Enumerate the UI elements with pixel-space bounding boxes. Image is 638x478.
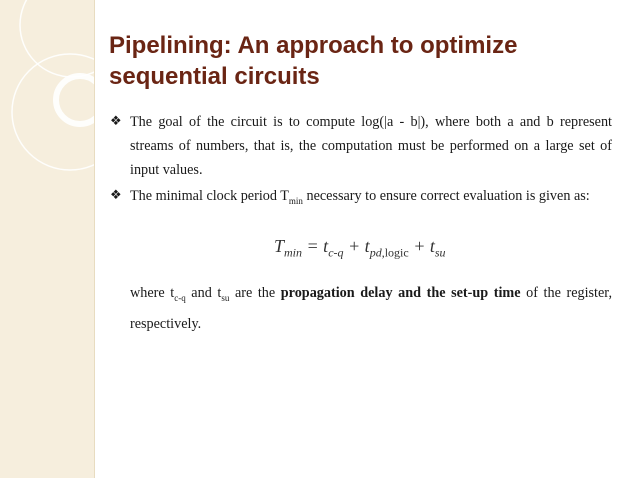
formula-t3: t bbox=[429, 236, 435, 256]
title-line-2: sequential circuits bbox=[109, 63, 320, 90]
decorative-circles bbox=[0, 0, 94, 478]
bullet-1-line-1: The goal of the circuit is to compute log(|a - b|), where both a and b represent bbox=[130, 114, 612, 130]
explanation-text-a: where t bbox=[130, 285, 175, 301]
formula-t2: t bbox=[364, 236, 370, 256]
explanation-sub-su: su bbox=[221, 292, 230, 303]
explanation-text-c: are the bbox=[229, 285, 281, 301]
explanation-paragraph bbox=[130, 278, 612, 340]
bullet-2 bbox=[110, 184, 612, 208]
formula-plus1: + bbox=[343, 236, 365, 256]
explanation-sub-cq: c-q bbox=[174, 292, 186, 303]
formula bbox=[274, 236, 446, 261]
formula-min: min bbox=[284, 245, 303, 260]
explanation-line-2: respectively. bbox=[130, 316, 202, 332]
formula-logic: ,logic bbox=[381, 245, 409, 260]
bullet-diamond-icon: ❖ bbox=[110, 188, 122, 203]
bullet-diamond-icon: ❖ bbox=[110, 114, 122, 129]
formula-T: T bbox=[274, 236, 285, 256]
explanation-bold: propagation delay and the set-up time bbox=[280, 285, 521, 301]
formula-su: su bbox=[434, 245, 446, 260]
bullet-2-text-b: necessary to ensure correct evaluation is given as: bbox=[302, 188, 590, 204]
bullet-1-line-2: streams of numbers, that is, the computation must be performed on a large set of bbox=[130, 138, 612, 154]
bullet-1-line-3: input values. bbox=[130, 162, 203, 178]
bullet-2-text-a: The minimal clock period T bbox=[130, 188, 289, 204]
explanation-line-1 bbox=[130, 278, 612, 309]
title-line-1: Pipelining: An approach to optimize bbox=[109, 32, 518, 59]
formula-plus2: + bbox=[408, 236, 430, 256]
formula-eq: = bbox=[302, 236, 324, 256]
formula-t1: t bbox=[323, 236, 329, 256]
explanation-text-d: of the register, bbox=[520, 285, 612, 301]
bullet-2-sub: min bbox=[288, 195, 303, 206]
explanation-text-b: and t bbox=[185, 285, 222, 301]
slide-title bbox=[109, 30, 619, 92]
formula-cq: c-q bbox=[328, 245, 344, 260]
bullet-1 bbox=[110, 110, 612, 134]
slide-body bbox=[110, 110, 612, 208]
decorative-side-band bbox=[0, 0, 95, 478]
formula-pd: pd bbox=[369, 245, 382, 260]
